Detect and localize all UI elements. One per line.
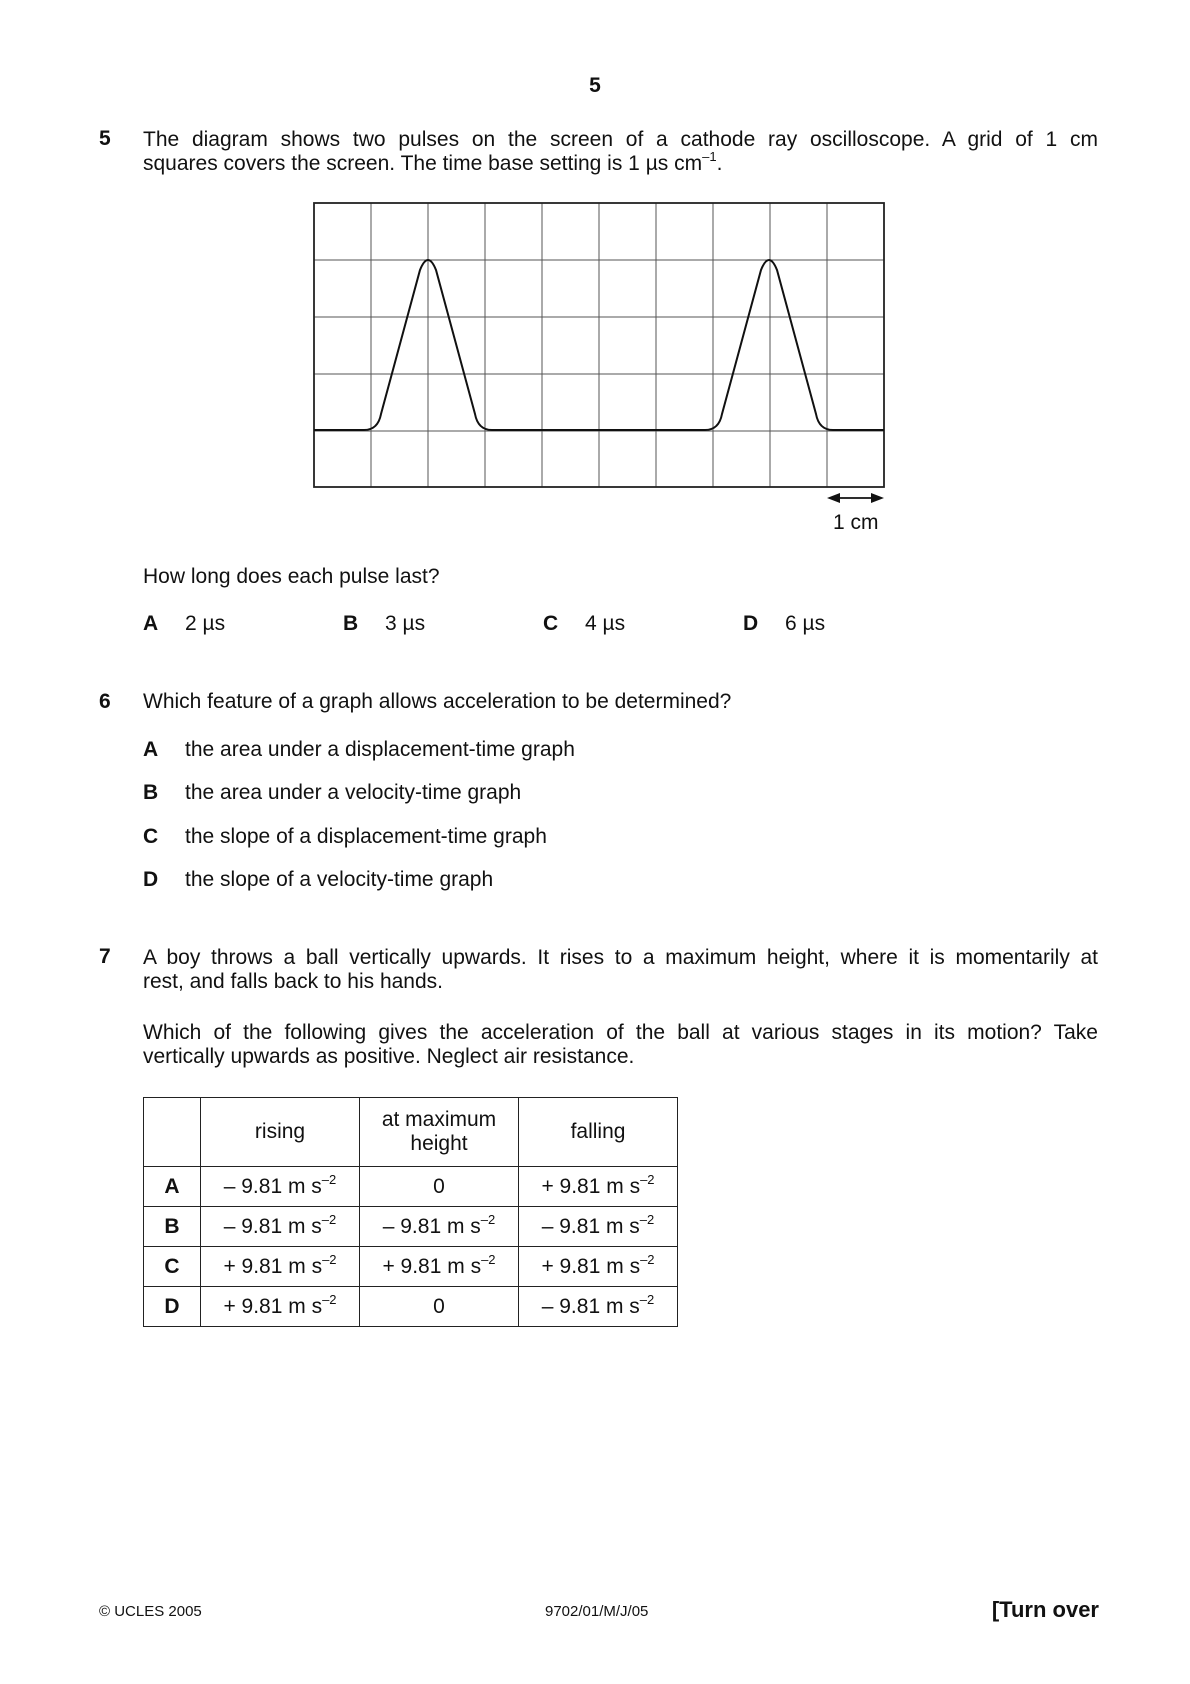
question-5-number: 5 (99, 127, 111, 150)
row-letter: A (144, 1167, 201, 1207)
option-b-letter: B (343, 612, 359, 635)
cell-value: + 9.81 m s (541, 1254, 641, 1278)
cell-value: + 9.81 m s (541, 1174, 641, 1198)
question-5-text-line2-main: squares covers the screen. The time base setting is 1 µs cm (143, 152, 703, 175)
question-7-number: 7 (99, 945, 111, 968)
cell-rising (201, 1167, 360, 1207)
cell-value: + 9.81 m s (223, 1254, 323, 1278)
cell-rising (201, 1207, 360, 1247)
unit-superscript: –1 (702, 149, 717, 164)
q6-option-a-text: the area under a displacement-time graph (185, 738, 575, 761)
option-d-letter: D (743, 612, 759, 635)
acceleration-table (143, 1097, 678, 1327)
cell-falling (519, 1247, 678, 1287)
cell-falling (519, 1287, 678, 1327)
question-5-prompt: How long does each pulse last? (143, 565, 440, 588)
question-7-text-line4: vertically upwards as positive. Neglect air resistance. (143, 1045, 635, 1068)
footer-copyright: © UCLES 2005 (99, 1603, 202, 1620)
cell-max (360, 1207, 519, 1247)
table-header-row (144, 1098, 678, 1167)
page-number: 5 (589, 74, 601, 97)
unit-superscript: –2 (481, 1251, 496, 1267)
question-7-text-line2: rest, and falls back to his hands. (143, 970, 443, 993)
q6-option-d-letter: D (143, 868, 159, 891)
row-letter: D (144, 1287, 201, 1327)
table-header-max-line2: height (410, 1132, 468, 1155)
option-a-text: 2 µs (185, 612, 226, 635)
table-header-blank (144, 1098, 201, 1167)
scale-label: 1 cm (833, 511, 879, 534)
cell-max (360, 1247, 519, 1287)
oscilloscope-diagram (0, 0, 1190, 560)
cell-value: – 9.81 m s (541, 1214, 640, 1238)
cell-value: 0 (433, 1174, 445, 1198)
table-header-max (360, 1098, 519, 1167)
q6-option-b-text: the area under a velocity-time graph (185, 781, 522, 804)
cell-rising (201, 1287, 360, 1327)
unit-superscript: –2 (322, 1251, 337, 1267)
table-header-rising: rising (201, 1098, 360, 1167)
option-c-text: 4 µs (585, 612, 626, 635)
table-row (144, 1247, 678, 1287)
unit-superscript: –2 (639, 1211, 655, 1227)
table-header-falling: falling (519, 1098, 678, 1167)
q6-option-c-text: the slope of a displacement-time graph (185, 825, 547, 848)
question-5-options (143, 612, 943, 638)
cell-value: – 9.81 m s (541, 1294, 640, 1318)
cell-value: + 9.81 m s (223, 1294, 323, 1318)
question-5-text-line2-end: . (716, 152, 723, 175)
cell-value: 0 (433, 1294, 445, 1318)
q6-option-d-text: the slope of a velocity-time graph (185, 868, 494, 891)
cell-rising (201, 1247, 360, 1287)
unit-superscript: –2 (640, 1251, 655, 1267)
question-7-text-line3: Which of the following gives the acceleration of the ball at various stages in its motion? Take (143, 1021, 1098, 1044)
cell-value: – 9.81 m s (223, 1214, 322, 1238)
unit-superscript: –2 (321, 1211, 337, 1227)
option-a-letter: A (143, 612, 159, 635)
scale-arrow (827, 493, 884, 503)
unit-superscript: –2 (322, 1291, 337, 1307)
question-7-text-line1: A boy throws a ball vertically upwards. It rises to a maximum height, where it is momentarily at (143, 946, 1098, 969)
table-header-max-line1: at maximum (381, 1108, 497, 1131)
question-5-text-line1: The diagram shows two pulses on the screen of a cathode ray oscilloscope. A grid of 1 cm (143, 128, 1098, 151)
unit-superscript: –2 (640, 1171, 655, 1187)
question-6-prompt: Which feature of a graph allows acceleration to be determined? (143, 690, 732, 713)
unit-superscript: –2 (639, 1291, 655, 1307)
footer-paper-code: 9702/01/M/J/05 (545, 1603, 649, 1620)
cell-value: – 9.81 m s (382, 1214, 481, 1238)
cell-max (360, 1167, 519, 1207)
unit-superscript: –2 (321, 1171, 337, 1187)
cell-max (360, 1287, 519, 1327)
q6-option-c-letter: C (143, 825, 159, 848)
row-letter: B (144, 1207, 201, 1247)
unit-superscript: –2 (480, 1211, 496, 1227)
cell-value: + 9.81 m s (382, 1254, 482, 1278)
option-d-text: 6 µs (785, 612, 826, 635)
q6-option-b-letter: B (143, 781, 159, 804)
table-row (144, 1207, 678, 1247)
turn-over-label: [Turn over (991, 1597, 1099, 1622)
cell-falling (519, 1207, 678, 1247)
q6-option-a-letter: A (143, 738, 159, 761)
question-6-number: 6 (99, 690, 111, 713)
cell-value: – 9.81 m s (223, 1174, 322, 1198)
cell-falling (519, 1167, 678, 1207)
option-b-text: 3 µs (385, 612, 426, 635)
table-row (144, 1167, 678, 1207)
option-c-letter: C (543, 612, 559, 635)
row-letter: C (144, 1247, 201, 1287)
table-row (144, 1287, 678, 1327)
